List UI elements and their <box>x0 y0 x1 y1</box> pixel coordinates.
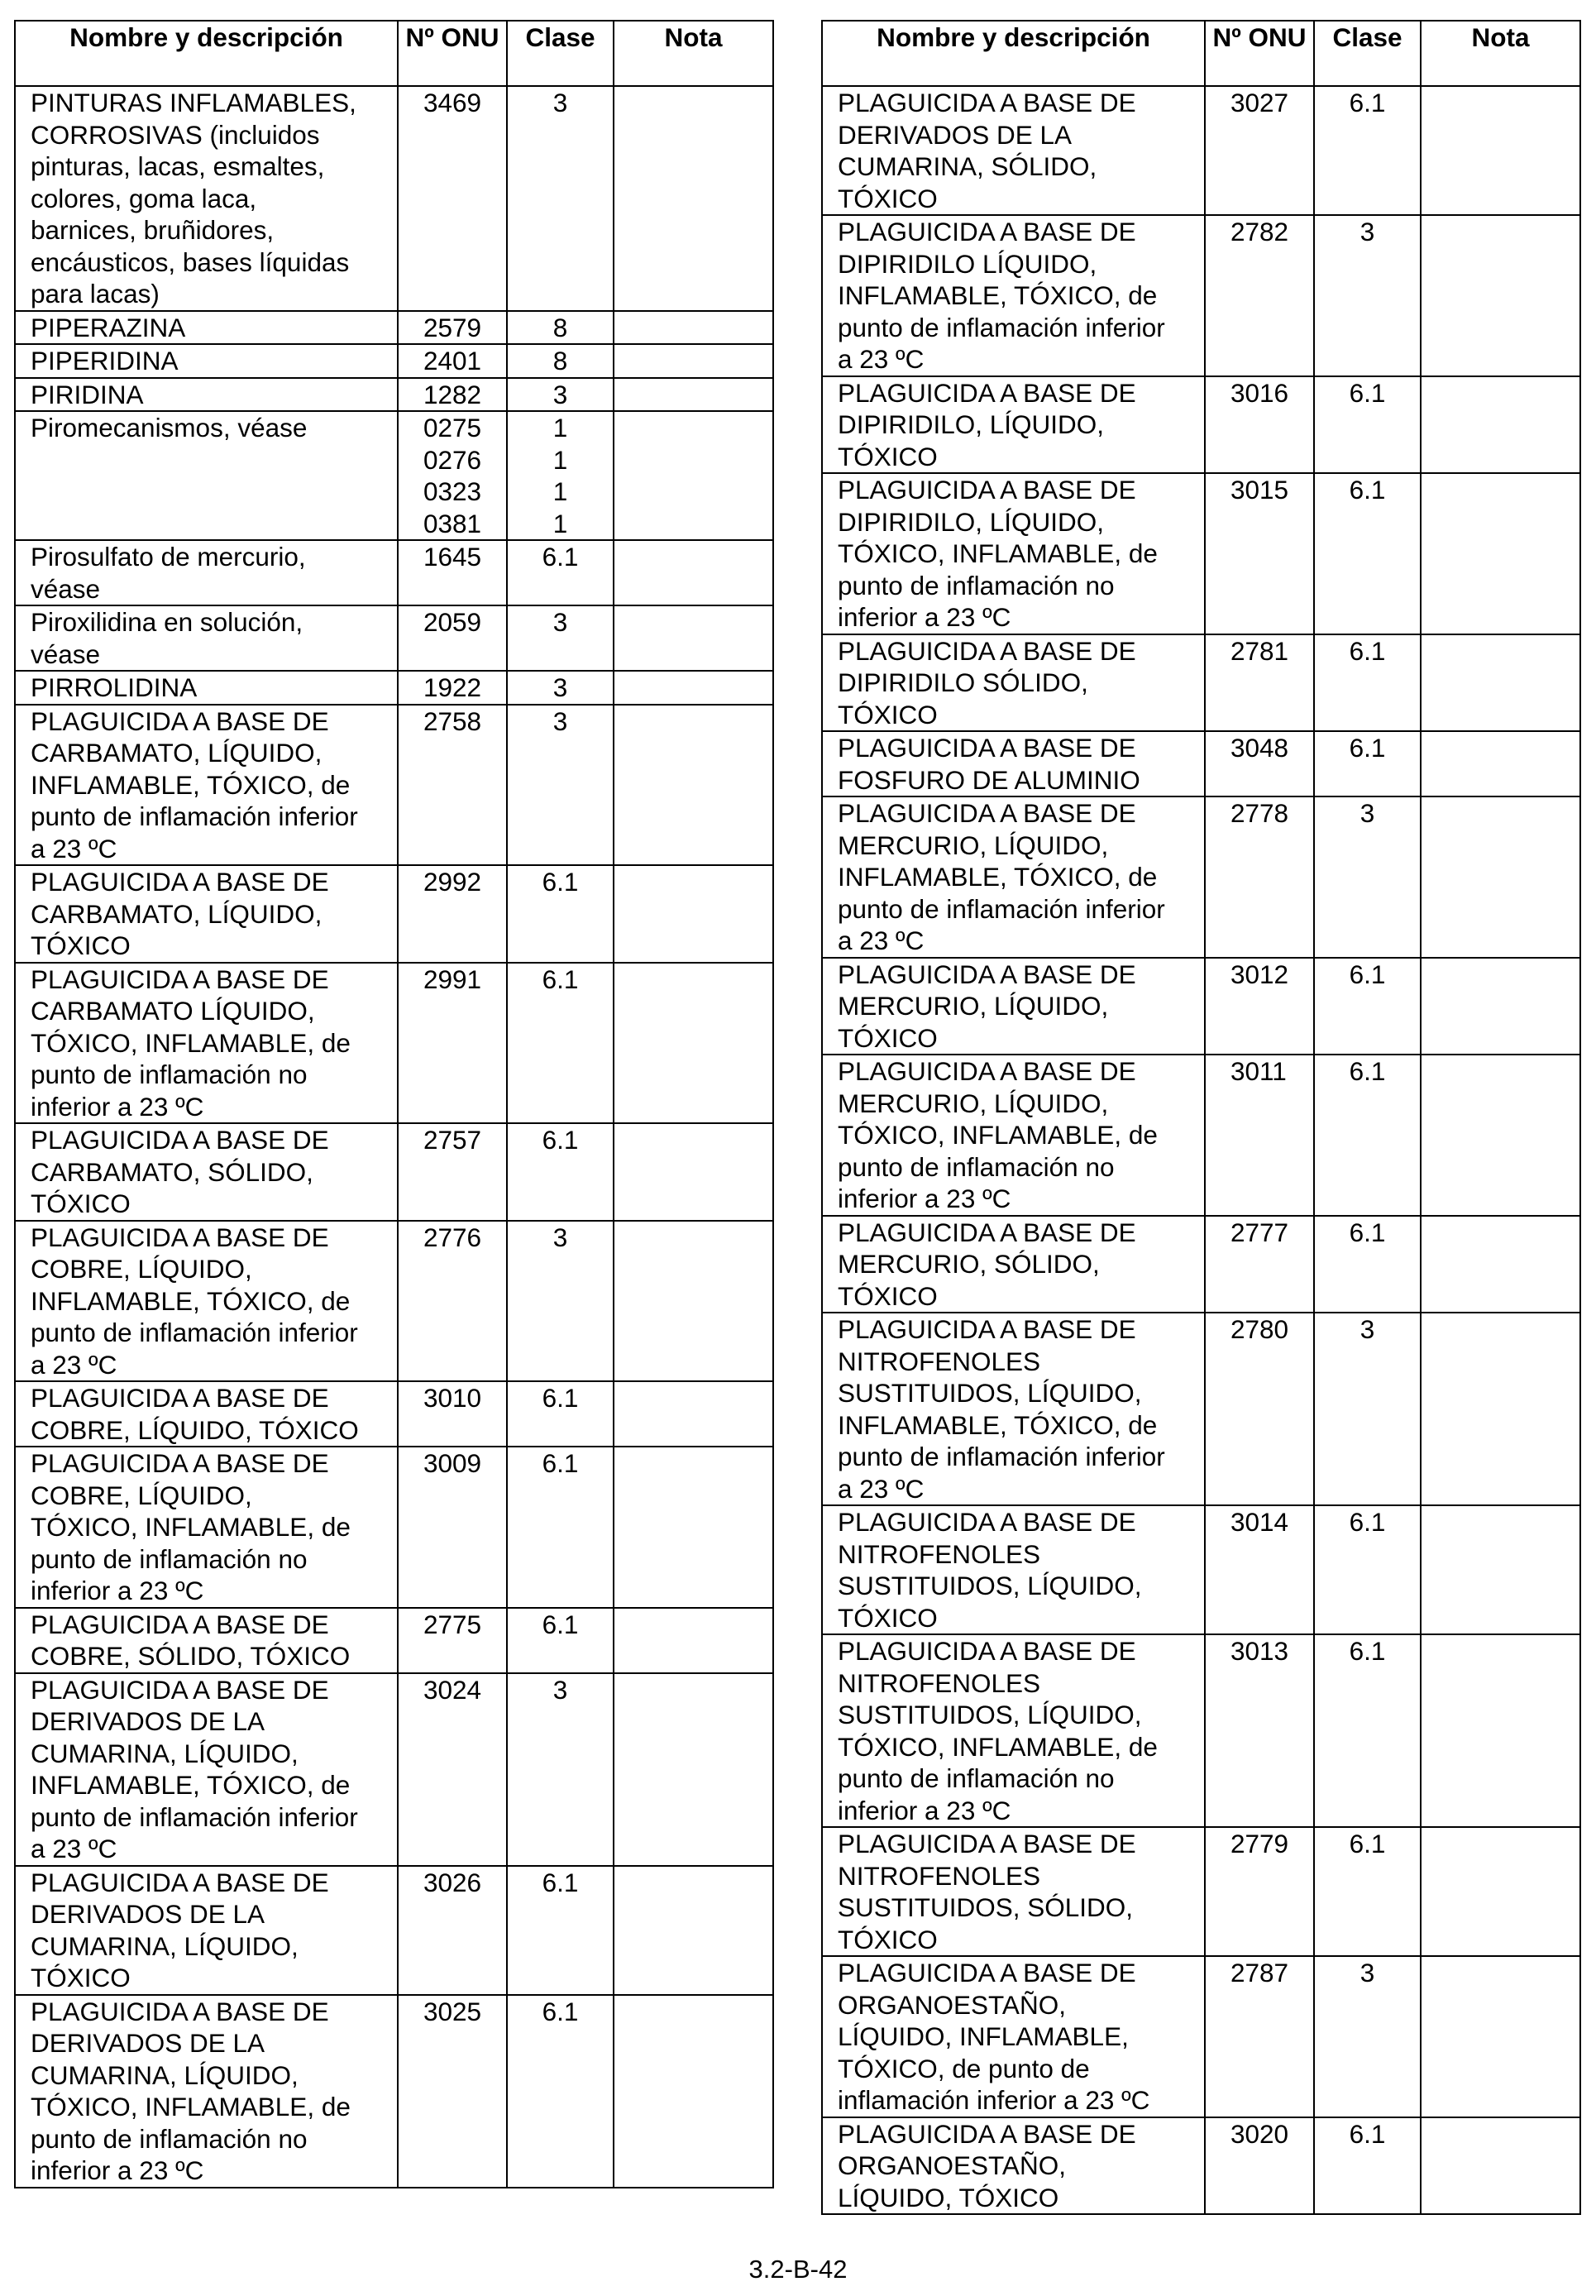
cell-onu: 2782 <box>1205 215 1314 376</box>
table-row <box>822 634 1580 732</box>
cell-clase: 6.1 <box>1314 1216 1421 1313</box>
cell-onu: 2758 <box>398 705 507 866</box>
cell-name: PLAGUICIDA A BASE DE DIPIRIDILO, LÍQUIDO, TÓXICO <box>822 376 1205 474</box>
cell-clase: 3 <box>507 1673 614 1866</box>
header-name: Nombre y descripción <box>822 21 1205 86</box>
table-row <box>822 1634 1580 1827</box>
table-row <box>15 411 773 540</box>
cell-nota <box>1421 1956 1580 2117</box>
table-row <box>15 344 773 378</box>
cell-name: PLAGUICIDA A BASE DE DIPIRIDILO SÓLIDO, TÓXICO <box>822 634 1205 732</box>
table-body-left <box>15 86 773 2188</box>
table-row <box>822 1505 1580 1634</box>
table-row <box>822 473 1580 634</box>
cell-clase: 6.1 <box>507 1123 614 1221</box>
table-row <box>822 2117 1580 2215</box>
cell-nota <box>614 1673 773 1866</box>
table-row <box>15 605 773 671</box>
cell-onu: 2579 <box>398 311 507 345</box>
cell-nota <box>614 963 773 1124</box>
cell-nota <box>1421 796 1580 958</box>
cell-clase: 6.1 <box>507 1381 614 1447</box>
cell-name: PLAGUICIDA A BASE DE NITROFENOLES SUSTITUIDOS, LÍQUIDO, INFLAMABLE, TÓXICO, de punto de inflamación inferior a 23 ºC <box>822 1313 1205 1505</box>
cell-nota <box>614 1123 773 1221</box>
table-header-row <box>15 21 773 86</box>
cell-name: Pirosulfato de mercurio, véase <box>15 540 398 605</box>
cell-name: PLAGUICIDA A BASE DE DIPIRIDILO LÍQUIDO, INFLAMABLE, TÓXICO, de punto de inflamación inferior a 23 ºC <box>822 215 1205 376</box>
table-row <box>15 705 773 866</box>
table-row <box>15 1123 773 1221</box>
table-header-row <box>822 21 1580 86</box>
cell-clase: 6.1 <box>1314 958 1421 1055</box>
cell-clase: 3 <box>1314 215 1421 376</box>
cell-onu: 2778 <box>1205 796 1314 958</box>
cell-nota <box>1421 1216 1580 1313</box>
cell-onu: 3009 <box>398 1447 507 1608</box>
cell-clase: 6.1 <box>1314 1827 1421 1956</box>
cell-clase: 3 <box>1314 1956 1421 2117</box>
cell-name: PIPERAZINA <box>15 311 398 345</box>
page-number: 3.2-B-42 <box>748 2255 848 2284</box>
cell-name: PLAGUICIDA A BASE DE FOSFURO DE ALUMINIO <box>822 731 1205 796</box>
cell-name: PLAGUICIDA A BASE DE MERCURIO, LÍQUIDO, INFLAMABLE, TÓXICO, de punto de inflamación inferior a 23 ºC <box>822 796 1205 958</box>
cell-clase: 6.1 <box>507 1995 614 2188</box>
cell-onu: 3469 <box>398 86 507 311</box>
table-row <box>15 1995 773 2188</box>
cell-onu: 2781 <box>1205 634 1314 732</box>
cell-nota <box>1421 376 1580 474</box>
table-row <box>15 1608 773 1673</box>
cell-onu: 2777 <box>1205 1216 1314 1313</box>
cell-clase: 8 <box>507 344 614 378</box>
cell-nota <box>1421 1055 1580 1216</box>
dangerous-goods-table-left <box>14 20 774 2188</box>
cell-nota <box>614 865 773 963</box>
cell-nota <box>614 671 773 705</box>
cell-clase: 3 <box>1314 1313 1421 1505</box>
dangerous-goods-table-right <box>821 20 1581 2215</box>
cell-name: PLAGUICIDA A BASE DE CARBAMATO, LÍQUIDO, TÓXICO <box>15 865 398 963</box>
cell-clase: 6.1 <box>1314 731 1421 796</box>
table-row <box>822 1055 1580 1216</box>
table-row <box>822 86 1580 215</box>
table-row <box>822 376 1580 474</box>
header-clase: Clase <box>507 21 614 86</box>
cell-nota <box>1421 958 1580 1055</box>
cell-name: PIRROLIDINA <box>15 671 398 705</box>
table-row <box>822 1956 1580 2117</box>
cell-onu: 3015 <box>1205 473 1314 634</box>
cell-onu: 3027 <box>1205 86 1314 215</box>
cell-nota <box>1421 215 1580 376</box>
cell-clase: 6.1 <box>507 1447 614 1608</box>
table-row <box>822 731 1580 796</box>
header-clase: Clase <box>1314 21 1421 86</box>
cell-name: PIRIDINA <box>15 378 398 412</box>
cell-nota <box>1421 1313 1580 1505</box>
cell-clase: 3 <box>507 1221 614 1382</box>
table-row <box>822 1827 1580 1956</box>
cell-onu: 1282 <box>398 378 507 412</box>
cell-name: PLAGUICIDA A BASE DE MERCURIO, LÍQUIDO, TÓXICO, INFLAMABLE, de punto de inflamación no inferior a 23 ºC <box>822 1055 1205 1216</box>
cell-onu: 3025 <box>398 1995 507 2188</box>
cell-name: PLAGUICIDA A BASE DE COBRE, LÍQUIDO, INFLAMABLE, TÓXICO, de punto de inflamación inferior a 23 ºC <box>15 1221 398 1382</box>
cell-nota <box>614 311 773 345</box>
cell-onu: 2775 <box>398 1608 507 1673</box>
cell-clase: 6.1 <box>1314 86 1421 215</box>
cell-name: PLAGUICIDA A BASE DE MERCURIO, LÍQUIDO, TÓXICO <box>822 958 1205 1055</box>
table-row <box>15 1866 773 1995</box>
cell-name: PLAGUICIDA A BASE DE DIPIRIDILO, LÍQUIDO, TÓXICO, INFLAMABLE, de punto de inflamación no inferior a 23 ºC <box>822 473 1205 634</box>
cell-clase: 6.1 <box>1314 473 1421 634</box>
cell-clase: 6.1 <box>1314 376 1421 474</box>
cell-clase: 3 <box>1314 796 1421 958</box>
cell-nota <box>614 1447 773 1608</box>
table-row <box>822 215 1580 376</box>
cell-clase: 6.1 <box>507 1608 614 1673</box>
cell-onu: 3012 <box>1205 958 1314 1055</box>
cell-nota <box>1421 473 1580 634</box>
cell-onu: 3013 <box>1205 1634 1314 1827</box>
header-name: Nombre y descripción <box>15 21 398 86</box>
cell-name: PIPERIDINA <box>15 344 398 378</box>
table-row <box>822 796 1580 958</box>
cell-nota <box>614 540 773 605</box>
cell-clase: 6.1 <box>1314 1505 1421 1634</box>
cell-name: PLAGUICIDA A BASE DE DERIVADOS DE LA CUMARINA, LÍQUIDO, TÓXICO <box>15 1866 398 1995</box>
cell-name: PLAGUICIDA A BASE DE ORGANOESTAÑO, LÍQUIDO, INFLAMABLE, TÓXICO, de punto de inflamación inferior a 23 ºC <box>822 1956 1205 2117</box>
cell-clase: 6.1 <box>1314 2117 1421 2215</box>
cell-name: PLAGUICIDA A BASE DE DERIVADOS DE LA CUMARINA, SÓLIDO, TÓXICO <box>822 86 1205 215</box>
cell-nota <box>1421 634 1580 732</box>
cell-name: PLAGUICIDA A BASE DE NITROFENOLES SUSTITUIDOS, LÍQUIDO, TÓXICO <box>822 1505 1205 1634</box>
cell-nota <box>614 1866 773 1995</box>
cell-clase: 3 <box>507 671 614 705</box>
cell-name: PLAGUICIDA A BASE DE CARBAMATO, SÓLIDO, TÓXICO <box>15 1123 398 1221</box>
table-row <box>15 1673 773 1866</box>
cell-name: PLAGUICIDA A BASE DE ORGANOESTAÑO, LÍQUIDO, TÓXICO <box>822 2117 1205 2215</box>
cell-onu: 2059 <box>398 605 507 671</box>
cell-clase: 6.1 <box>507 1866 614 1995</box>
cell-onu: 3024 <box>398 1673 507 1866</box>
cell-onu: 1922 <box>398 671 507 705</box>
cell-name: Piromecanismos, véase <box>15 411 398 540</box>
table-row <box>15 1447 773 1608</box>
cell-onu: 3016 <box>1205 376 1314 474</box>
cell-onu: 2780 <box>1205 1313 1314 1505</box>
cell-nota <box>614 1608 773 1673</box>
cell-clase: 6.1 <box>507 540 614 605</box>
cell-clase: 6.1 <box>507 865 614 963</box>
header-onu: Nº ONU <box>398 21 507 86</box>
cell-clase: 3 <box>507 378 614 412</box>
cell-clase: 1 1 1 1 <box>507 411 614 540</box>
cell-onu: 2776 <box>398 1221 507 1382</box>
cell-nota <box>1421 2117 1580 2215</box>
cell-onu: 0275 0276 0323 0381 <box>398 411 507 540</box>
cell-clase: 3 <box>507 86 614 311</box>
cell-name: PLAGUICIDA A BASE DE DERIVADOS DE LA CUMARINA, LÍQUIDO, INFLAMABLE, TÓXICO, de punto de inflamación inferior a 23 ºC <box>15 1673 398 1866</box>
cell-onu: 1645 <box>398 540 507 605</box>
cell-onu: 3014 <box>1205 1505 1314 1634</box>
table-row <box>15 963 773 1124</box>
cell-nota <box>1421 1505 1580 1634</box>
cell-clase: 6.1 <box>1314 1634 1421 1827</box>
cell-nota <box>614 344 773 378</box>
cell-onu: 2992 <box>398 865 507 963</box>
cell-onu: 3020 <box>1205 2117 1314 2215</box>
table-row <box>15 1381 773 1447</box>
cell-name: PLAGUICIDA A BASE DE NITROFENOLES SUSTITUIDOS, LÍQUIDO, TÓXICO, INFLAMABLE, de punto de inflamación no inferior a 23 ºC <box>822 1634 1205 1827</box>
header-onu: Nº ONU <box>1205 21 1314 86</box>
header-nota: Nota <box>1421 21 1580 86</box>
table-row <box>822 1313 1580 1505</box>
table-row <box>15 311 773 345</box>
table-row <box>15 86 773 311</box>
table-row <box>822 958 1580 1055</box>
cell-name: PLAGUICIDA A BASE DE COBRE, LÍQUIDO, TÓXICO, INFLAMABLE, de punto de inflamación no inferior a 23 ºC <box>15 1447 398 1608</box>
cell-nota <box>614 1995 773 2188</box>
cell-nota <box>614 705 773 866</box>
table-row <box>15 378 773 412</box>
cell-name: PLAGUICIDA A BASE DE COBRE, SÓLIDO, TÓXICO <box>15 1608 398 1673</box>
cell-name: PLAGUICIDA A BASE DE COBRE, LÍQUIDO, TÓXICO <box>15 1381 398 1447</box>
header-nota: Nota <box>614 21 773 86</box>
cell-onu: 2991 <box>398 963 507 1124</box>
cell-nota <box>614 411 773 540</box>
cell-name: PINTURAS INFLAMABLES, CORROSIVAS (incluidos pinturas, lacas, esmaltes, colores, goma laca, barnices, bruñidores, encáusticos, bases líquidas para lacas) <box>15 86 398 311</box>
cell-clase: 6.1 <box>1314 634 1421 732</box>
cell-nota <box>1421 86 1580 215</box>
cell-clase: 8 <box>507 311 614 345</box>
cell-onu: 3048 <box>1205 731 1314 796</box>
table-body-right <box>822 86 1580 2214</box>
cell-onu: 3026 <box>398 1866 507 1995</box>
cell-name: PLAGUICIDA A BASE DE MERCURIO, SÓLIDO, TÓXICO <box>822 1216 1205 1313</box>
cell-nota <box>1421 1827 1580 1956</box>
cell-onu: 2401 <box>398 344 507 378</box>
cell-nota <box>614 86 773 311</box>
cell-nota <box>614 1221 773 1382</box>
cell-nota <box>1421 731 1580 796</box>
cell-name: PLAGUICIDA A BASE DE CARBAMATO LÍQUIDO, TÓXICO, INFLAMABLE, de punto de inflamación no inferior a 23 ºC <box>15 963 398 1124</box>
table-row <box>15 540 773 605</box>
cell-nota <box>614 378 773 412</box>
cell-clase: 3 <box>507 605 614 671</box>
cell-clase: 3 <box>507 705 614 866</box>
cell-clase: 6.1 <box>1314 1055 1421 1216</box>
cell-clase: 6.1 <box>507 963 614 1124</box>
cell-onu: 3011 <box>1205 1055 1314 1216</box>
table-row <box>15 865 773 963</box>
cell-onu: 3010 <box>398 1381 507 1447</box>
cell-nota <box>614 605 773 671</box>
table-row <box>15 671 773 705</box>
table-row <box>822 1216 1580 1313</box>
cell-onu: 2757 <box>398 1123 507 1221</box>
cell-name: PLAGUICIDA A BASE DE DERIVADOS DE LA CUMARINA, LÍQUIDO, TÓXICO, INFLAMABLE, de punto de inflamación no inferior a 23 ºC <box>15 1995 398 2188</box>
cell-onu: 2779 <box>1205 1827 1314 1956</box>
cell-name: PLAGUICIDA A BASE DE CARBAMATO, LÍQUIDO, INFLAMABLE, TÓXICO, de punto de inflamación inferior a 23 ºC <box>15 705 398 866</box>
cell-nota <box>614 1381 773 1447</box>
cell-onu: 2787 <box>1205 1956 1314 2117</box>
table-row <box>15 1221 773 1382</box>
cell-nota <box>1421 1634 1580 1827</box>
cell-name: PLAGUICIDA A BASE DE NITROFENOLES SUSTITUIDOS, SÓLIDO, TÓXICO <box>822 1827 1205 1956</box>
cell-name: Piroxilidina en solución, véase <box>15 605 398 671</box>
